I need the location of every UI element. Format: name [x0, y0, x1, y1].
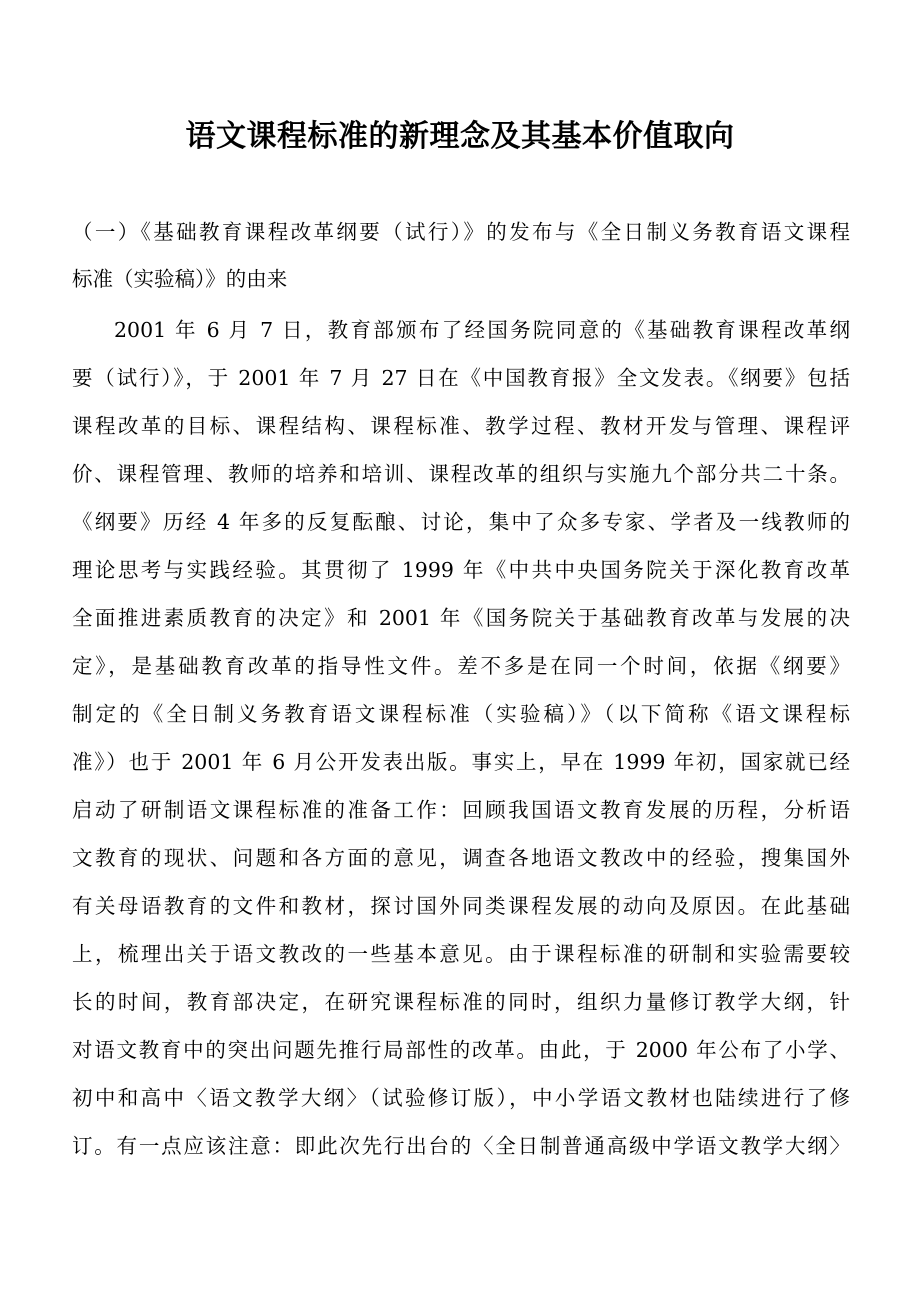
- paragraph-line: 对语文教育中的突出问题先推行局部性的改革。由此，于 2000 年公布了小学、: [72, 1038, 850, 1062]
- paragraph-line: 有关母语教育的文件和教材，探讨国外同类课程发展的动向及原因。在此基础: [72, 894, 850, 918]
- heading-line: （一）《基础教育课程改革纲要（试行）》的发布与《全日制义务教育语文课程: [72, 220, 850, 244]
- paragraph-line: 初中和高中〈语文教学大纲〉（试验修订版），中小学语文教材也陆续进行了修: [72, 1086, 850, 1110]
- paragraph-line: 文教育的现状、问题和各方面的意见，调查各地语文教改中的经验，搜集国外: [72, 846, 850, 870]
- paragraph-line: 制定的《全日制义务教育语文课程标准（实验稿）》（以下简称《语文课程标: [72, 702, 850, 726]
- paragraph-line: 上，梳理出关于语文教改的一些基本意见。由于课程标准的研制和实验需要较: [72, 942, 850, 966]
- paragraph-line: 理论思考与实践经验。其贯彻了 1999 年《中共中央国务院关于深化教育改革: [72, 558, 850, 582]
- document-title: 语文课程标准的新理念及其基本价值取向: [185, 119, 735, 154]
- paragraph-line: 订。有一点应该注意：即此次先行出台的〈全日制普通高级中学语文教学大纲〉: [72, 1134, 850, 1158]
- heading-line: 标准（实验稿）》的由来: [72, 267, 288, 291]
- paragraph-line: 价、课程管理、教师的培养和培训、课程改革的组织与实施九个部分共二十条。: [72, 462, 850, 486]
- paragraph-line: 《纲要》历经 4 年多的反复酝酿、讨论，集中了众多专家、学者及一线教师的: [72, 510, 850, 534]
- paragraph-line: 课程改革的目标、课程结构、课程标准、教学过程、教材开发与管理、课程评: [72, 414, 850, 438]
- paragraph-line: 准》）也于 2001 年 6 月公开发表出版。事实上，早在 1999 年初，国家就已经: [72, 750, 850, 774]
- paragraph-line: 长的时间，教育部决定，在研究课程标准的同时，组织力量修订教学大纲，针: [72, 990, 850, 1014]
- paragraph-line: 全面推进素质教育的决定》和 2001 年《国务院关于基础教育改革与发展的决: [72, 606, 850, 630]
- paragraph-line: 启动了研制语文课程标准的准备工作：回顾我国语文教育发展的历程，分析语: [72, 798, 850, 822]
- paragraph-line: 要（试行）》，于 2001 年 7 月 27 日在《中国教育报》全文发表。《纲要》包括: [72, 366, 850, 390]
- paragraph-line: 定》，是基础教育改革的指导性文件。差不多是在同一个时间，依据《纲要》: [72, 654, 850, 678]
- paragraph-line: 2001 年 6 月 7 日，教育部颁布了经国务院同意的《基础教育课程改革纲: [114, 318, 850, 342]
